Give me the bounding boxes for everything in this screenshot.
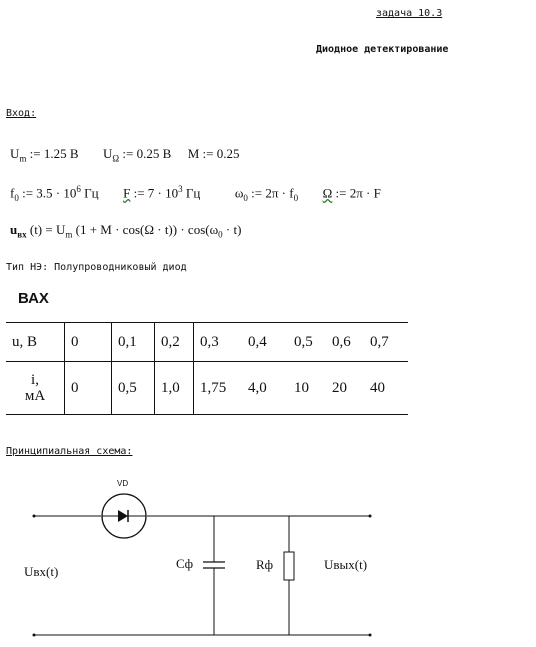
- table-cell: 1,75: [194, 362, 243, 415]
- table-cell: 0,4: [248, 333, 267, 350]
- vd-label: VD: [117, 479, 129, 488]
- page-title: Диодное детектирование: [316, 44, 449, 55]
- table-cell: 0,3: [194, 323, 243, 362]
- task-number: задача 10.3: [376, 8, 443, 19]
- resistor-body: [284, 552, 294, 580]
- table-cell: 10: [294, 379, 309, 396]
- vax-table: [6, 322, 408, 415]
- table-cell: 4,0: [248, 379, 267, 396]
- terminal-bottom-left: [33, 634, 36, 637]
- uout-label: Uвых(t): [324, 557, 368, 572]
- table-cell: 0,1: [112, 323, 155, 362]
- table-cell: [6, 362, 65, 415]
- table-cell: 0,2: [155, 323, 194, 362]
- input-label: Вход:: [6, 108, 37, 119]
- table-cell: 0: [65, 323, 112, 362]
- i-label: i,: [31, 372, 39, 388]
- vax-title: ВАХ: [18, 290, 49, 307]
- table-cell: 40: [370, 379, 385, 396]
- formula-row-1: $U_m$ := 1.25 В $U_\Omega$ := 0.25 В M := 0.25: [10, 146, 240, 164]
- table-cell: u, В: [12, 333, 38, 350]
- table-cell: 0: [65, 362, 112, 415]
- diode-triangle: [118, 510, 128, 522]
- terminal-top-right: [369, 515, 372, 518]
- ne-type: Тип НЭ: Полупроводниковый диод: [6, 262, 187, 273]
- terminal-bottom-right: [369, 634, 372, 637]
- table-cell: 0,7: [370, 333, 389, 350]
- table-row-i: [6, 362, 408, 415]
- ma-label: мА: [24, 388, 46, 404]
- formula-row-2: $f_0$ := $3.5 \cdot 10^6$ Гц F := $7 \cdot 10^3$ Гц $\omega_0$ := $2\pi \cdot f_0$ Ω := 2π · F: [10, 184, 381, 203]
- table-cell: 0,5: [112, 362, 155, 415]
- schematic-label: Принципиальная схема:: [6, 446, 133, 457]
- table-cell: 20: [332, 379, 347, 396]
- uin-label: Uвх(t): [24, 564, 59, 579]
- table-cell: 1,0: [155, 362, 194, 415]
- table-row-u: [6, 323, 408, 362]
- table-cell: 0,6: [332, 333, 351, 350]
- terminal-top-left: [33, 515, 36, 518]
- table-cell: 0,5: [294, 333, 313, 350]
- rf-label: Rф: [256, 557, 274, 572]
- cf-label: Cф: [176, 556, 194, 571]
- formula-row-3: $u_{вх}$ $(t) = U_m$ $(1 + M \cdot \cos(\Omega \cdot t)) \cdot \cos(\omega_0 \cdot t)$: [10, 222, 242, 240]
